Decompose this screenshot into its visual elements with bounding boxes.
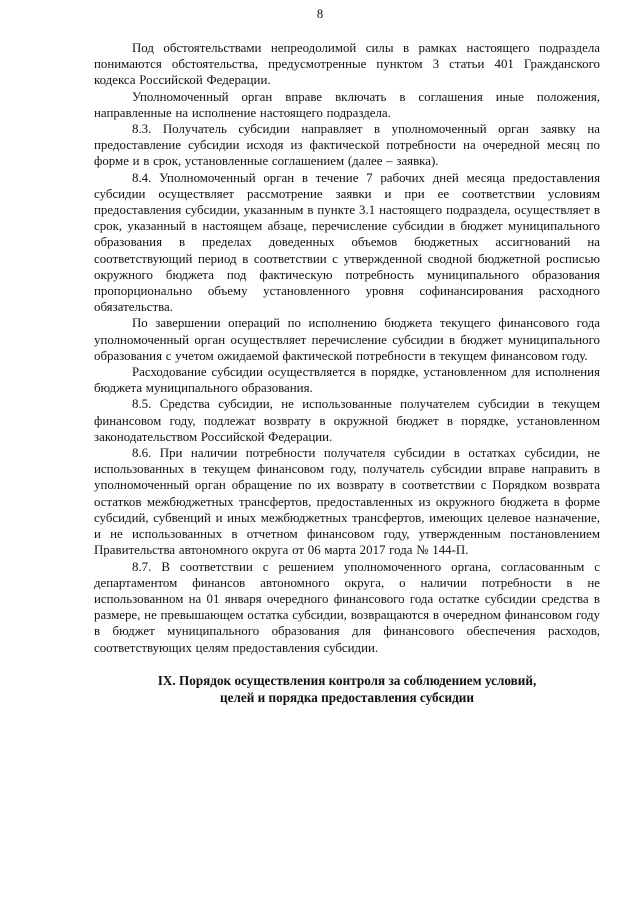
paragraph-budget-completion: По завершении операций по исполнению бюджета текущего финансового года уполномоченный орган осуществляет перечисление субсидии в бюджет муниципального образования с учетом ожидаемой фактической потребности в текущем финансовом году. <box>94 316 600 363</box>
section-heading-line-2: целей и порядка предоставления субсидии <box>220 690 474 705</box>
paragraph-force-majeure: Под обстоятельствами непреодолимой силы в рамках настоящего подраздела понимаются обстоятельства, предусмотренные пунктом 3 статьи 401 Гражданского кодекса Российской Федерации. <box>94 41 600 88</box>
paragraph-spending-order: Расходование субсидии осуществляется в порядке, установленном для исполнения бюджета муниципального образования. <box>94 365 600 396</box>
paragraph-8-3: 8.3. Получатель субсидии направляет в уполномоченный орган заявку на предоставление субсидии исходя из фактической потребности на очередной месяц по форме и в срок, установленные соглашением (далее – заявка). <box>94 122 600 169</box>
section-heading-line-1: IX. Порядок осуществления контроля за соблюдением условий, <box>157 673 537 688</box>
paragraph-agreement-provisions: Уполномоченный орган вправе включать в соглашения иные положения, направленные на исполнение настоящего подраздела. <box>94 89 600 120</box>
body-text <box>94 40 600 656</box>
section-heading <box>94 672 600 706</box>
page-number: 8 <box>316 7 324 21</box>
paragraph-8-6: 8.6. При наличии потребности получателя субсидии в остатках субсидии, не использованных в текущем финансовом году, получатель субсидии вправе направить в уполномоченный орган обращение по их возврату в соответствии с Порядком возврата остатков межбюджетных трансфертов, предоставленных из окружного бюджета в форме субсидий, субвенций и иных межбюджетных трансфертов, имеющих целевое назначение, и не использованных в отчетном финансовом году, утвержденным постановлением Правительства автономного округа от 06 марта 2017 года № 144-П. <box>94 446 600 558</box>
paragraph-8-7: 8.7. В соответствии с решением уполномоченного органа, согласованным с департаментом финансов автономного округа, о наличии потребности в не использованном на 01 января очередного финансового года остатке субсидии средства в размере, не превышающем остатка субсидии, возвращаются в очередном финансовом году в бюджет муниципального образования для финансового обеспечения расходов, соответствующих целям предоставления субсидии. <box>94 559 600 655</box>
paragraph-8-4: 8.4. Уполномоченный орган в течение 7 рабочих дней месяца предоставления субсидии осуществляет рассмотрение заявки и при ее соответствии условиям предоставления субсидии, указанным в пункте 3.1 настоящего подраздела, осуществляет в срок, указанный в настоящем абзаце, перечисление субсидии в бюджет муниципального образования в пределах доведенных объемов бюджетных ассигнований на соответствующий период в соответствии с утвержденной сводной бюджетной росписью окружного бюджета под фактическую потребность муниципального образования пропорционально объему установленного уровня софинансирования расходного обязательства. <box>94 170 600 315</box>
paragraph-8-5: 8.5. Средства субсидии, не использованные получателем субсидии в текущем финансовом году, подлежат возврату в окружной бюджет в порядке, установленном законодательством Российской Федерации. <box>94 397 600 444</box>
